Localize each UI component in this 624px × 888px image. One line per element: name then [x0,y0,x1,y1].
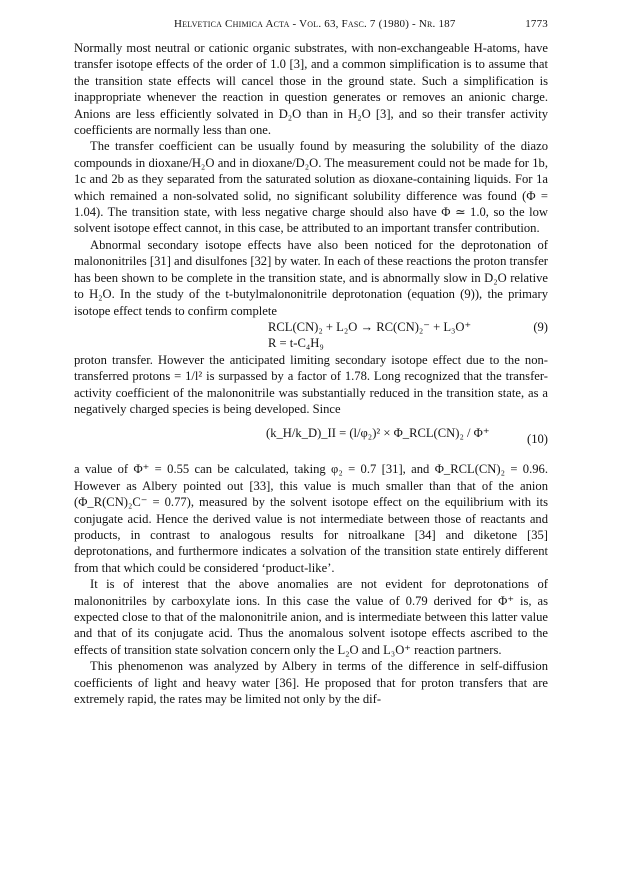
equation-9-line-1 [74,319,548,335]
equation-10-expression: (k_H/k_D)_II = (l/φ₂)² × Φ_RCL(CN)₂ / Φ⁺ [266,426,490,441]
equation-10-number: (10) [527,432,548,447]
paragraph-3: Abnormal secondary isotope effects have also been noticed for the deprotonation of malononitriles [31] and disulfones [32] by water. In each of these reactions the proton transfer has been shown to be complete in the transition state, and is abnormally slow in D₂O relative to H₂O. In the study of the t-butylmalononitrile deprotonation (equation (9)), the primary isotope effect tends to confirm complete [74,237,548,318]
equation-9-expression: RCL(CN)₂ + L₂O → RC(CN)₂⁻ + L₃O⁺ [268,319,472,334]
article-body [74,40,548,707]
paragraph-7: This phenomenon was analyzed by Albery in terms of the difference in self-diffusion coefficients of light and heavy water [36]. He proposed that for proton transfers that are extremely rapid, the rates may be limited not only by the dif- [74,659,548,706]
page-number: 1773 [525,18,548,30]
paragraph-4: proton transfer. However the anticipated limiting secondary isotope effect due to the non-transferred protons = 1/l² is surpassed by a factor of 1.78. Long recognized that the transfer-activity coefficient of the malononitrile was substantially reduced in the transition state, as a negatively charged species is being developed. Since [74,352,548,416]
running-header [74,18,548,36]
equation-9-number: (9) [533,319,548,334]
journal-citation: Helvetica Chimica Acta - Vol. 63, Fasc. 7 (1980) - Nr. 187 [174,18,456,30]
equation-9-substituent: R = t-C₄H₉ [268,336,324,351]
equation-9-line-2 [74,335,548,351]
paragraph-5: a value of Φ⁺ = 0.55 can be calculated, taking φ₂ = 0.7 [31], and Φ_RCL(CN)₂ = 0.96. However as Albery pointed out [33], this value is much smaller than that of the anion (Φ_R(CN)₂C⁻ = 0.77), measured by the solvent isotope effect on the equilibrium with its conjugate acid. Hence the derived value is not intermediate between those of reactants and products, in contrast to analogous results for nitroalkane [34] and diketone [35] deprotonations, and furthermore indicates a solvation of the transition state entirely different from that which could be considered ‘product-like’. [74,462,548,575]
equation-10 [74,419,548,459]
paragraph-2: The transfer coefficient can be usually found by measuring the solubility of the diazo compounds in dioxane/H₂O and in dioxane/D₂O. The measurement could not be made for 1b, 1c and 2b as they separated from the saturated solution as dioxane-containing liquids. For 1a which remained a non-solvated solid, no significant solubility difference was found (Φ = 1.04). The transition state, with less negative charge should also have Φ ≃ 1.0, so the low solvent isotope effect cannot, in this case, be attributed to an important transfer contribution. [74,139,548,236]
paragraph-1: Normally most neutral or cationic organic substrates, with non-exchangeable H-atoms, have transfer isotope effects of the order of 1.0 [3], and a common simplification is to assume that the transition state effects will cancel those in the ground state. Such a simplification is inappropriate whenever the reaction in question generates or removes an anionic charge. Anions are less efficiently solvated in D₂O than in H₂O [3], and so their transfer activity coefficients are normally less than one. [74,41,548,138]
paragraph-6: It is of interest that the above anomalies are not evident for deprotonations of malononitriles by carboxylate ions. In this case the value of 0.79 derived for Φ⁺ is, as expected close to that of the malononitrile anion, and is intermediate between this latter value and that of its conjugate acid. Thus the anomalous solvent isotope effects ascribed to the effects of transition state solvation concern only the L₂O and L₃O⁺ reaction partners. [74,577,548,657]
